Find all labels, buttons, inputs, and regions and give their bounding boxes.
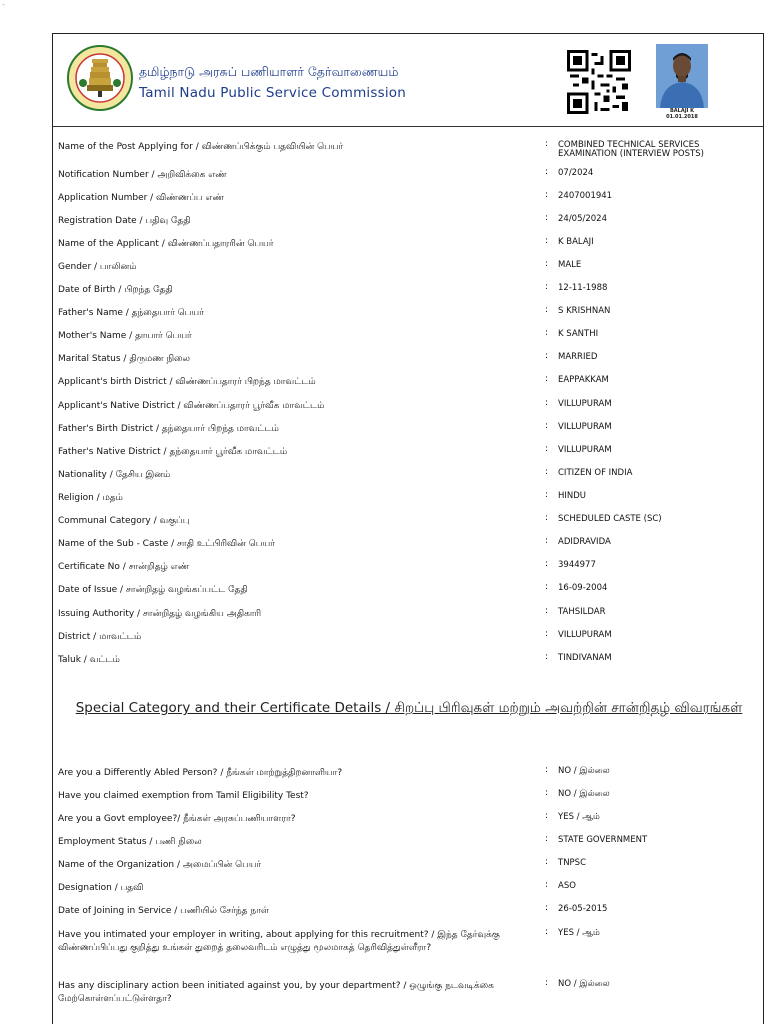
field-colon: : <box>545 490 549 500</box>
special-category-title: Special Category and their Certificate Details / சிறப்பு பிரிவுகள் மற்றும் அவற்றின் சான்றிதழ் விவரங்கள் <box>75 700 743 716</box>
field-label: Name of the Applicant / விண்ணப்பதாரரின் பெயர் <box>58 239 274 249</box>
field-value: VILLUPURAM <box>558 422 612 432</box>
field-value: TINDIVANAM <box>558 653 612 663</box>
field-value: 2407001941 <box>558 191 613 201</box>
field-colon: : <box>545 374 549 384</box>
field-label: Communal Category / வகுப்பு <box>58 516 190 526</box>
field-label: Issuing Authority / சான்றிதழ் வழங்கிய அதிகாரி <box>58 609 262 619</box>
field-label: Has any disciplinary action been initiated against you, by your department? / ஒழுங்கு நடவடிக்கை மேற்கொள்ளப்பட்டுள்ளதா? <box>58 981 494 1004</box>
field-label: Applicant's Native District / விண்ணப்பதாரர் பூர்வீக மாவட்டம் <box>58 401 325 411</box>
field-value: 12-11-1988 <box>558 283 608 293</box>
field-value: TAHSILDAR <box>558 607 606 617</box>
field-label: Have you intimated your employer in writing, about applying for this recruitment? / இந்த தேர்வுக்கு விண்ணப்பிப்பது குறித்து உங்கள் துறைத் தலைவரிடம் எழுத்து மூலமாகத் தெரிவித்துள்ளீரா? <box>58 930 500 953</box>
field-value: YES / ஆம் <box>558 928 600 938</box>
field-colon: : <box>545 857 549 867</box>
field-value: VILLUPURAM <box>558 399 612 409</box>
field-label: Are you a Differently Abled Person? / நீங்கள் மாற்றுத்திறனாளியா? <box>58 768 343 778</box>
field-value: 24/05/2024 <box>558 214 607 224</box>
qr-code-icon <box>567 50 631 114</box>
field-colon: : <box>545 765 549 775</box>
field-value: YES / ஆம் <box>558 812 600 822</box>
field-value: MALE <box>558 260 582 270</box>
field-value: VILLUPURAM <box>558 630 612 640</box>
field-colon: : <box>545 444 549 454</box>
field-value: K BALAJI <box>558 237 594 247</box>
field-colon: : <box>545 513 549 523</box>
field-label: Marital Status / திருமண நிலை <box>58 354 191 364</box>
field-label: Applicant's birth District / விண்ணப்பதாரர் பிறந்த மாவட்டம் <box>58 377 316 387</box>
field-colon: : <box>545 880 549 890</box>
field-label: Father's Birth District / தந்தையார் பிறந்த மாவட்டம் <box>58 424 279 434</box>
field-colon: : <box>545 536 549 546</box>
field-label: Name of the Post Applying for / விண்ணப்பிக்கும் பதவியின் பெயர் <box>58 142 344 152</box>
photo-caption-name: BALAJI K <box>669 108 695 114</box>
field-label: Employment Status / பணி நிலை <box>58 837 202 847</box>
field-colon: : <box>545 167 549 177</box>
applicant-photo <box>656 44 708 108</box>
field-colon: : <box>545 398 549 408</box>
field-colon: : <box>545 811 549 821</box>
field-value: K SANTHI <box>558 329 599 339</box>
field-value: NO / இல்லை <box>558 766 610 776</box>
field-colon: : <box>545 139 549 149</box>
page-corner-mark: ⁃ <box>2 2 5 9</box>
field-colon: : <box>545 421 549 431</box>
field-colon: : <box>545 903 549 913</box>
field-label: Name of the Sub - Caste / சாதி உட்பிரிவின் பெயர் <box>58 539 275 549</box>
field-colon: : <box>545 190 549 200</box>
field-label: District / மாவட்டம் <box>58 632 142 642</box>
field-colon: : <box>545 213 549 223</box>
field-value: SCHEDULED CASTE (SC) <box>558 514 662 524</box>
field-label: Name of the Organization / அமைப்பின் பெயர் <box>58 860 262 870</box>
commission-title-tamil: தமிழ்நாடு அரசுப் பணியாளர் தேர்வாணையம் <box>139 64 399 79</box>
field-colon: : <box>545 236 549 246</box>
field-colon: : <box>545 259 549 269</box>
field-label: Certificate No / சான்றிதழ் எண் <box>58 562 190 572</box>
field-colon: : <box>545 978 549 988</box>
field-value: EAPPAKKAM <box>558 375 609 385</box>
field-label: Nationality / தேசிய இனம் <box>58 470 171 480</box>
field-colon: : <box>545 834 549 844</box>
field-value: ADIDRAVIDA <box>558 537 611 547</box>
field-value: HINDU <box>558 491 587 501</box>
header <box>53 34 763 127</box>
field-value: CITIZEN OF INDIA <box>558 468 633 478</box>
field-colon: : <box>545 467 549 477</box>
commission-title-english: Tamil Nadu Public Service Commission <box>139 85 407 101</box>
field-label: Mother's Name / தாயார் பெயர் <box>58 331 192 341</box>
field-value: TNPSC <box>558 858 587 868</box>
field-label: Designation / பதவி <box>58 883 144 893</box>
field-colon: : <box>545 351 549 361</box>
field-colon: : <box>545 927 549 937</box>
field-label: Notification Number / அறிவிக்கை எண் <box>58 170 227 180</box>
field-value: COMBINED TECHNICAL SERVICES EXAMINATION (INTERVIEW POSTS) <box>558 140 704 159</box>
field-label: Date of Birth / பிறந்த தேதி <box>58 285 173 295</box>
field-value: VILLUPURAM <box>558 445 612 455</box>
field-label: Gender / பாலினம் <box>58 262 137 272</box>
field-colon: : <box>545 629 549 639</box>
field-value: 3944977 <box>558 560 596 570</box>
field-colon: : <box>545 652 549 662</box>
field-value: 16-09-2004 <box>558 583 608 593</box>
field-value: STATE GOVERNMENT <box>558 835 648 845</box>
field-label: Are you a Govt employee?/ நீங்கள் அரசுப்பணியாளரா? <box>58 814 296 824</box>
field-colon: : <box>545 328 549 338</box>
field-label: Father's Native District / தந்தையார் பூர்வீக மாவட்டம் <box>58 447 288 457</box>
field-label: Registration Date / பதிவு தேதி <box>58 216 191 226</box>
field-label: Date of Issue / சான்றிதழ் வழங்கப்பட்ட தேதி <box>58 585 248 595</box>
field-value: 07/2024 <box>558 168 594 178</box>
field-label: Taluk / வட்டம் <box>58 655 120 665</box>
field-value: ASO <box>558 881 576 891</box>
field-colon: : <box>545 559 549 569</box>
field-value: NO / இல்லை <box>558 789 610 799</box>
field-value: S KRISHNAN <box>558 306 611 316</box>
field-label: Date of Joining in Service / பணியில் சேர்ந்த நாள் <box>58 906 269 916</box>
photo-caption-date: 01.01.2018 <box>666 114 698 120</box>
field-colon: : <box>545 305 549 315</box>
field-colon: : <box>545 788 549 798</box>
field-label: Father's Name / தந்தையார் பெயர் <box>58 308 204 318</box>
field-value: 26-05-2015 <box>558 904 608 914</box>
field-label: Religion / மதம் <box>58 493 123 503</box>
tn-emblem-icon <box>67 45 133 111</box>
field-value: NO / இல்லை <box>558 979 610 989</box>
field-label: Have you claimed exemption from Tamil Eligibility Test? <box>58 791 309 801</box>
field-value: MARRIED <box>558 352 598 362</box>
field-colon: : <box>545 582 549 592</box>
field-label: Application Number / விண்ணப்ப எண் <box>58 193 224 203</box>
application-page <box>52 33 764 1024</box>
field-colon: : <box>545 282 549 292</box>
photo-caption <box>656 108 708 122</box>
field-colon: : <box>545 606 549 616</box>
